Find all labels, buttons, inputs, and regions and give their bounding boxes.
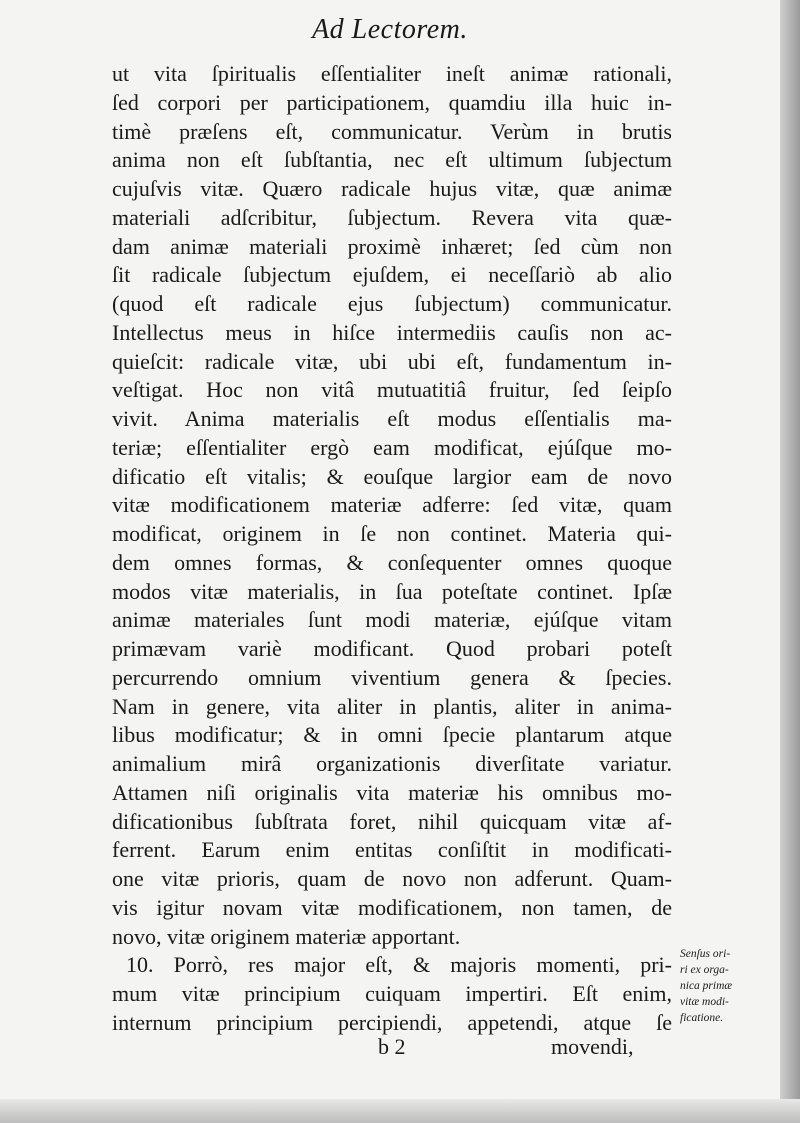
text-line: ſit radicale ſubjectum ejuſdem, ei neceſſariò ab alio [112,262,672,288]
signature-mark: b 2 [378,1034,406,1059]
text-line: ut vita ſpiritualis eſſentialiter ineſt animæ rationali, [112,61,672,86]
text-line: vis igitur novam vitæ modificationem, non tamen, de [112,894,672,920]
text-line: vivit. Anima materialis eſt modus eſſentialis ma- [112,406,672,431]
text-line: novo, vitæ originem materiæ apportant. [112,923,461,949]
text-line: Nam in genere, vita aliter in plantis, aliter in anima- [112,693,672,719]
text-line: mum vitæ principium cuiquam impertiri. Eſt enim, [112,981,672,1006]
text-line: internum principium percipiendi, appetendi, atque ſe [112,1009,672,1035]
text-line: dam animæ materiali proximè inhæret; ſed cùm non [112,233,672,259]
text-line: one vitæ prioris, quam de novo non adferunt. Quam- [112,866,672,891]
marginal-note-line: ficatione. [680,1012,724,1024]
page-edge-shadow [780,0,800,1123]
page-bottom-shadow [0,1099,800,1123]
text-line: vitæ modificationem materiæ adferre: ſed vitæ, quam [112,492,672,518]
text-line: ſed corpori per participationem, quamdiu illa huic in- [112,89,672,115]
text-line: dificatio eſt vitalis; & eouſque largior eam de novo [112,463,672,489]
text-line: animalium mirâ organizationis diverſitate variatur. [112,751,672,776]
body-text [112,60,672,1038]
marginal-note [680,946,756,1026]
text-line: veſtigat. Hoc non vitâ mutuatitiâ fruitur, ſed ſeipſo [112,377,672,403]
text-line: Intellectus meus in hiſce intermediis cauſis non ac- [112,319,672,345]
text-line: (quod eſt radicale ejus ſubjectum) communicatur. [112,291,672,316]
text-line: primævam variè modificant. Quod probari poteſt [112,636,672,661]
text-line: quieſcit: radicale vitæ, ubi ubi eſt, fundamentum in- [112,348,672,374]
text-line: modificat, originem in ſe non continet. Materia qui- [112,521,672,546]
text-line: percurrendo omnium viventium genera & ſpecies. [112,664,672,690]
catchword: movendi, [551,1034,634,1059]
text-line: Attamen niſi originalis vita materiæ his omnibus mo- [112,779,672,805]
text-line: modos vitæ materialis, in ſua poteſtate continet. Ipſæ [112,578,672,604]
running-header: Ad Lectorem. [312,14,468,45]
text-line: dem omnes formas, & conſequenter omnes quoque [112,549,672,575]
text-line: libus modificatur; & in omni ſpecie plantarum atque [112,722,672,748]
text-line: timè præſens eſt, communicatur. Verùm in brutis [112,118,672,144]
text-line: anima non eſt ſubſtantia, nec eſt ultimum ſubjectum [112,147,672,173]
marginal-note-line: ri ex orga- [680,964,729,976]
text-line: ferrent. Earum enim entitas conſiſtit in modificati- [112,837,672,863]
marginal-note-line: Senſus ori- [680,948,731,960]
paragraph-start-line: 10. Porrò, res major eſt, & majoris momenti, pri- [126,952,672,978]
marginal-note-line: vitæ modi- [680,996,729,1008]
text-line: animæ materiales ſunt modi materiæ, ejúſque vitam [112,607,672,633]
text-line: dificationibus ſubſtrata foret, nihil quicquam vitæ af- [112,808,672,834]
marginal-note-line: nica primæ [680,980,733,992]
text-line: materiali adſcribitur, ſubjectum. Revera vita quæ- [112,204,672,230]
text-line: teriæ; eſſentialiter ergò eam modificat, ejúſque mo- [112,434,672,460]
text-line: cujuſvis vitæ. Quæro radicale hujus vitæ, quæ animæ [112,176,672,201]
